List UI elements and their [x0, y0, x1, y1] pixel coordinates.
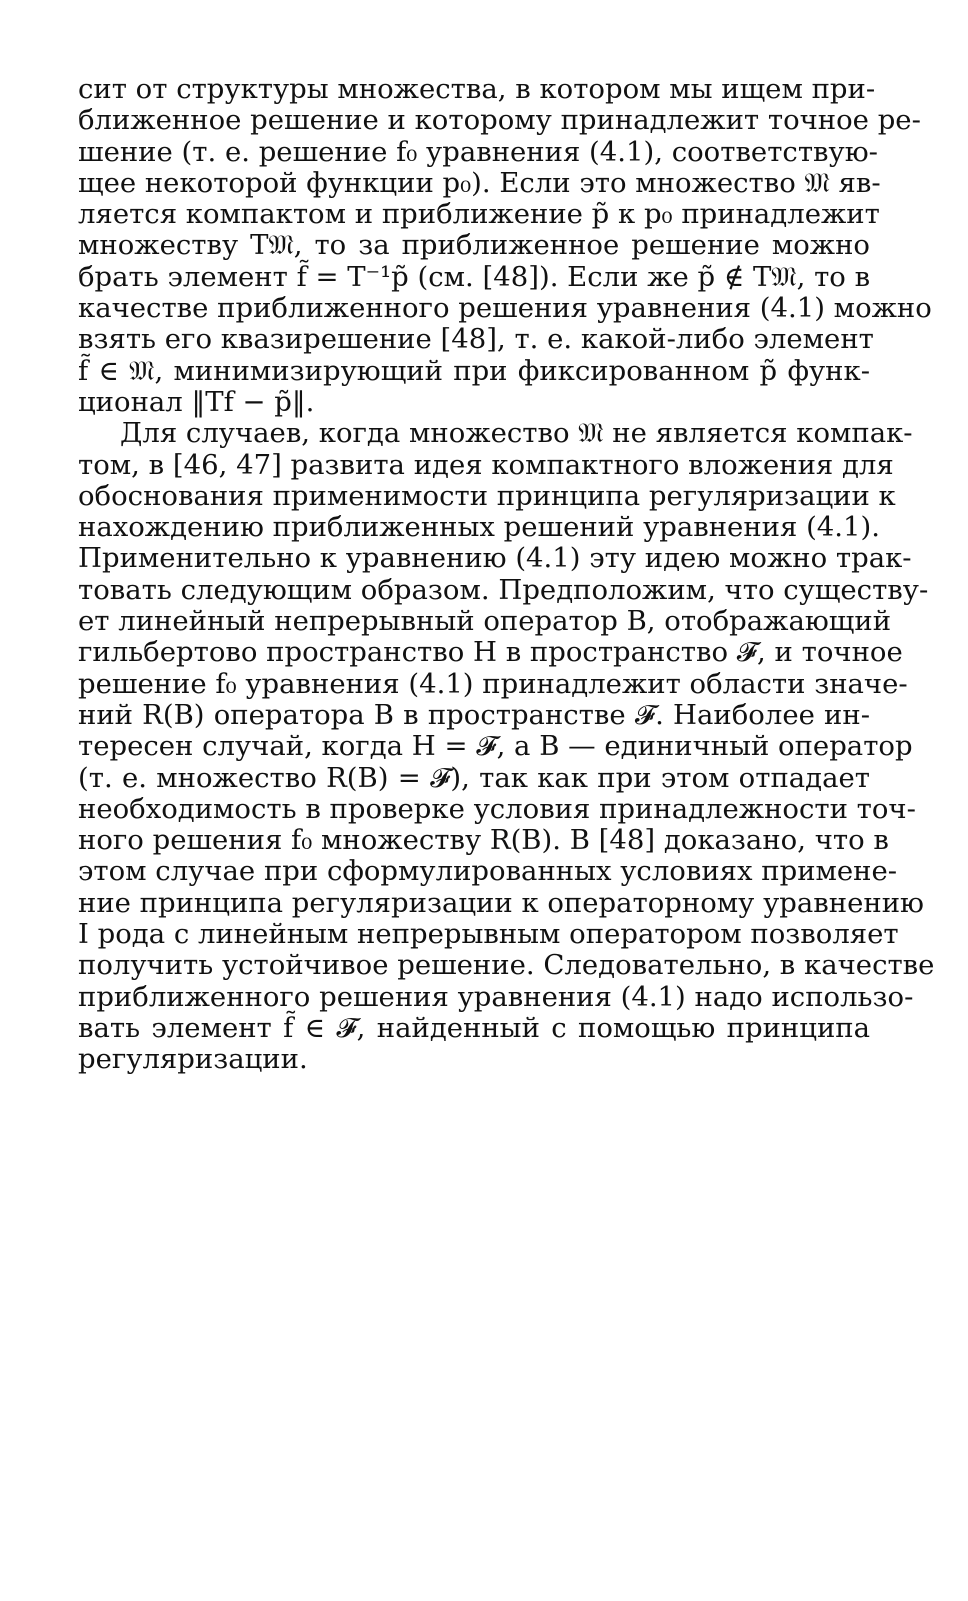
text-line: f̃ ∈ 𝔐, минимизирующий при фиксированном p̃ функ- — [78, 354, 870, 387]
text-line: гильбертово пространство H в пространство 𝓕, и точное — [78, 636, 903, 669]
text-line: регуляризации. — [78, 1043, 308, 1076]
text-line: решение f₀ уравнения (4.1) принадлежит области значе- — [78, 667, 908, 700]
text-line: ного решения f₀ множеству R(B). В [48] доказано, что в — [78, 824, 889, 857]
text-line: ляется компактом и приближение p̃ к p₀ принадлежит — [78, 198, 880, 231]
text-line: множеству T𝔐, то за приближенное решение можно — [78, 229, 870, 262]
text-line: щее некоторой функции p₀). Если это множество 𝔐 яв- — [78, 166, 881, 199]
text-line: качестве приближенного решения уравнения (4.1) можно — [78, 292, 932, 325]
text-line: этом случае при сформулированных условиях примене- — [78, 855, 898, 888]
text-line: (т. е. множество R(B) = 𝓕), так как при этом отпадает — [78, 761, 870, 794]
paragraph-2 — [78, 417, 935, 1076]
text-line: вать элемент f̃ ∈ 𝓕, найденный с помощью принципа — [78, 1011, 870, 1044]
text-line: шение (т. е. решение f₀ уравнения (4.1), соответствую- — [78, 135, 878, 168]
text-line: нахождению приближенных решений уравнения (4.1). — [78, 511, 881, 544]
text-line: взять его квазирешение [48], т. е. какой-либо элемент — [78, 323, 874, 356]
text-line: необходимость в проверке условия принадлежности точ- — [78, 792, 916, 825]
text-line: том, в [46, 47] развита идея компактного вложения для — [78, 448, 894, 481]
text-line: ний R(B) оператора B в пространстве 𝓕. Наиболее ин- — [78, 698, 870, 731]
text-line: сит от структуры множества, в котором мы ищем при- — [78, 73, 876, 105]
text-line: приближенного решения уравнения (4.1) надо использо- — [78, 980, 914, 1013]
text-line: ние принципа регуляризации к операторному уравнению — [78, 886, 924, 919]
text-line: ближенное решение и которому принадлежит точное ре- — [78, 104, 921, 137]
text-line: товать следующим образом. Предположим, что существу- — [78, 573, 929, 606]
text-line: ционал ‖Tf − p̃‖. — [78, 385, 315, 418]
document-page — [78, 73, 935, 1076]
text-line: Для случаев, когда множество 𝔐 не является компак- — [120, 417, 913, 450]
text-line: брать элемент f̃ = T⁻¹p̃ (см. [48]). Если же p̃ ∉ T𝔐, то в — [78, 260, 871, 293]
text-line: тересен случай, когда H = 𝓕, а B — единичный оператор — [78, 730, 913, 763]
text-line: I рода с линейным непрерывным оператором позволяет — [78, 918, 899, 951]
text-line: обоснования применимости принципа регуляризации к — [78, 479, 896, 512]
text-line: Применительно к уравнению (4.1) эту идею можно трак- — [78, 542, 912, 575]
text-line: получить устойчивое решение. Следовательно, в качестве — [78, 949, 935, 982]
paragraph-1 — [78, 73, 932, 418]
text-line: ет линейный непрерывный оператор B, отображающий — [78, 605, 892, 638]
